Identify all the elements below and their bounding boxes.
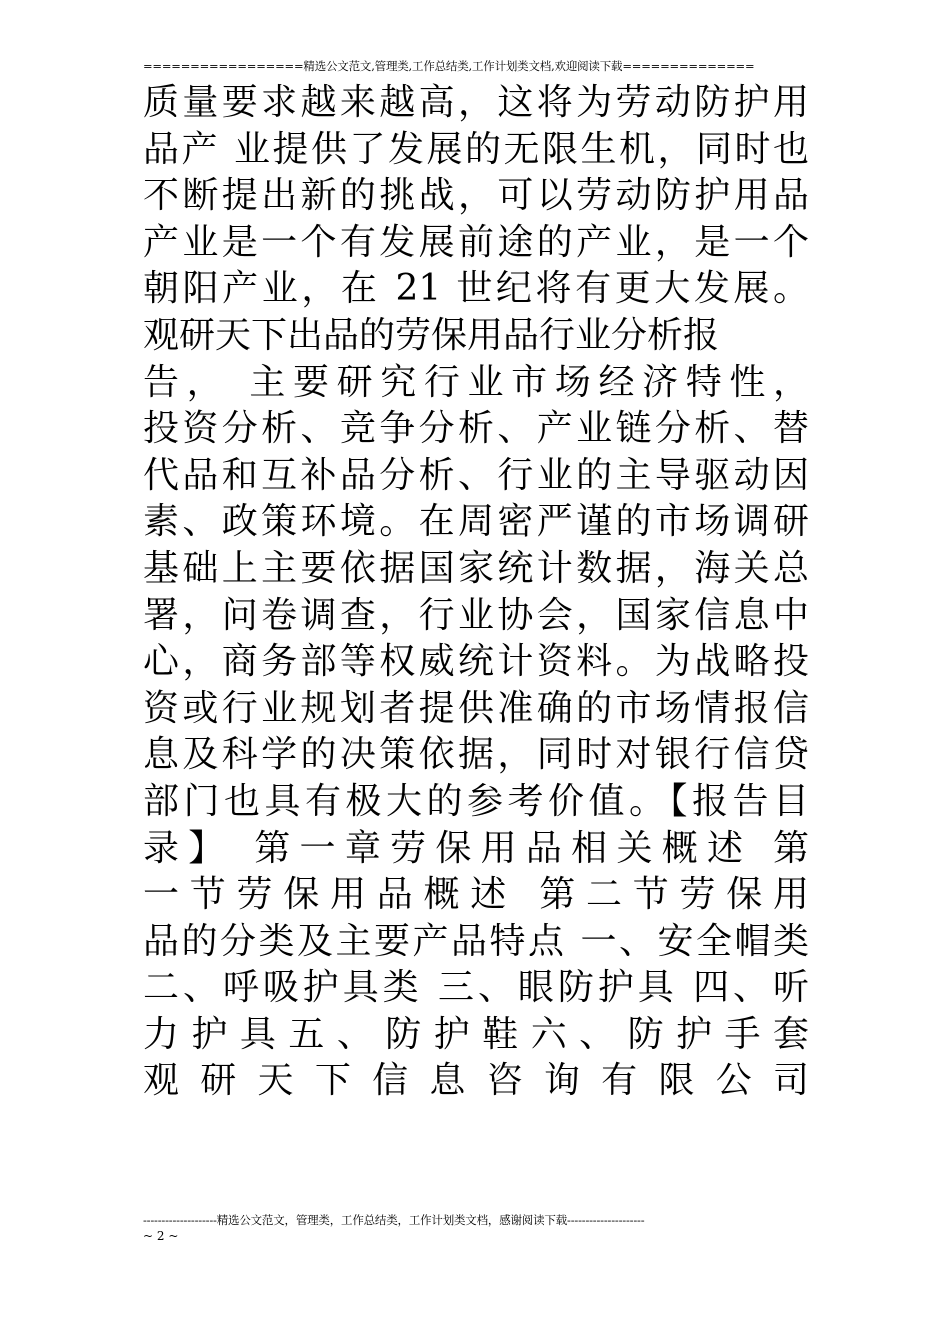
text-line: 息及科学的决策依据，同时对银行信贷 <box>143 734 809 776</box>
text-line: 投资分析、竞争分析、产业链分析、替 <box>143 408 809 450</box>
text-line: 观研天下出品的劳保用品行业分析报 <box>143 314 720 356</box>
text-line: 品产 业提供了发展的无限生机，同时也 <box>143 128 809 170</box>
text-line: 署，问卷调查，行业协会，国家信息中 <box>143 594 809 636</box>
text-line: 告， 主要研究行业市场经济特性， <box>143 361 809 403</box>
text-line: 品的分类及主要产品特点 一、安全帽类 <box>143 920 809 962</box>
text-line: 素、政策环境。在周密严谨的市场调研 <box>143 501 809 543</box>
text-line: 二、呼吸护具类 三、眼防护具 四、听 <box>143 967 809 1009</box>
text-line: 产业是一个有发展前途的产业，是一个 <box>143 221 809 263</box>
text-line: 不断提出新的挑战，可以劳动防护用品 <box>143 175 809 217</box>
page-footer: --------------------精选公文范文，管理类，工作总结类，工作计划类文档，感谢阅读下载--------------------- <box>143 1213 645 1227</box>
page-header: =================精选公文范文,管理类,工作总结类,工作计划类文档,欢迎阅读下载============== <box>143 59 755 73</box>
text-line: 观 研 天 下 信 息 咨 询 有 限 公 司 <box>143 1060 809 1102</box>
text-line: 资或行业规划者提供准确的市场情报信 <box>143 687 809 729</box>
page-number: ~ 2 ~ <box>143 1229 179 1243</box>
text-line: 朝阳产业，在 21 世纪将有更大发展。 <box>143 268 809 310</box>
text-line: 力 护 具 五 、 防 护 鞋 六 、 防 护 手 套 <box>143 1013 809 1055</box>
text-line: 基础上主要依据国家统计数据，海关总 <box>143 547 809 589</box>
text-line: 代品和互补品分析、行业的主导驱动因 <box>143 454 809 496</box>
body-text <box>143 80 809 1105</box>
text-line: 录】 第一章劳保用品相关概述 第 <box>143 827 809 869</box>
text-line: 质量要求越来越高，这将为劳动防护用 <box>143 82 809 123</box>
text-line: 一节劳保用品概述 第二节劳保用 <box>143 874 809 916</box>
text-line: 心，商务部等权威统计资料。为战略投 <box>143 641 809 683</box>
text-line: 部门也具有极大的参考价值。【报告目 <box>143 780 809 822</box>
